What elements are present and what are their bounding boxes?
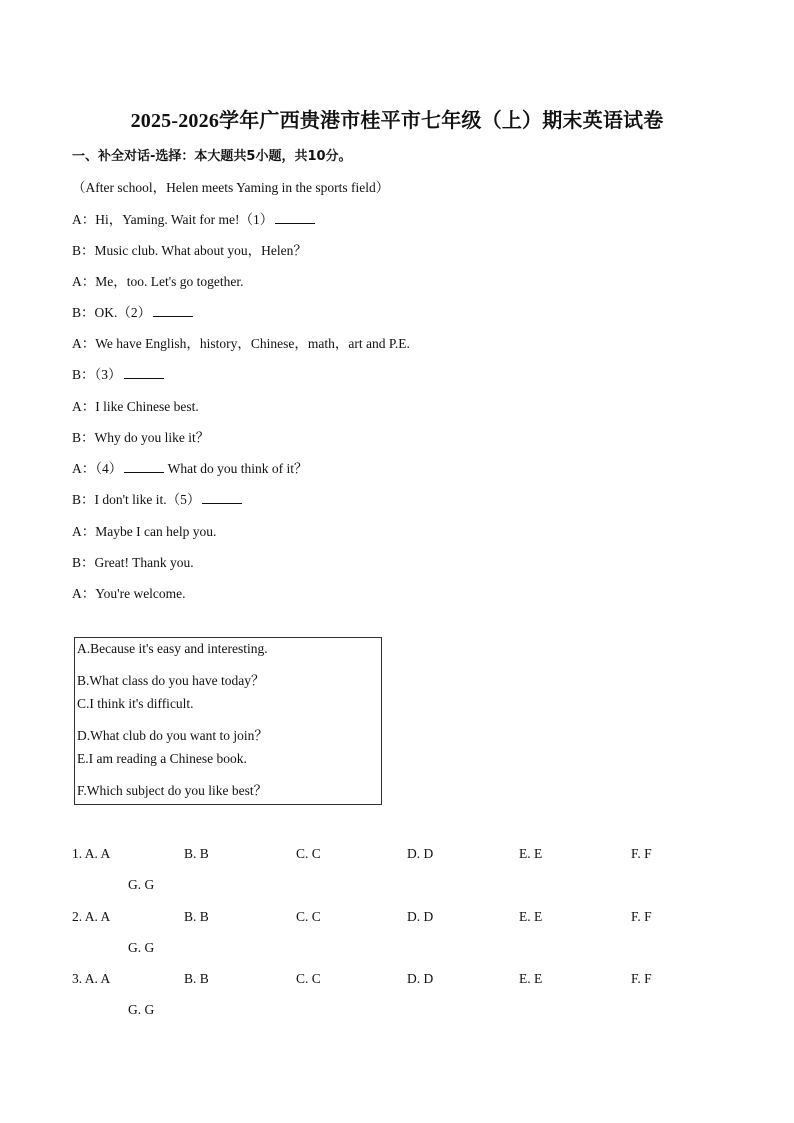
choice-option[interactable]: B. B	[184, 971, 209, 986]
option-e: E.I am reading a Chinese book.	[77, 751, 247, 766]
choice-option[interactable]: G. G	[128, 940, 155, 955]
choice-option[interactable]: D. D	[407, 909, 434, 924]
option-a: A.Because it's easy and interesting.	[77, 641, 268, 656]
dialog-line	[72, 551, 194, 571]
choice-option[interactable]: F. F	[631, 971, 652, 986]
answer-blank[interactable]	[124, 461, 164, 473]
choice-option[interactable]: F. F	[631, 909, 652, 924]
choice-option[interactable]: E. E	[519, 846, 543, 861]
dialog-text: B：（3）	[72, 367, 122, 382]
dialog-text: B：I don't like it.（5）	[72, 492, 201, 507]
dialog-text: A：You're welcome.	[72, 586, 186, 601]
answer-blank[interactable]	[153, 305, 193, 317]
dialog-line	[72, 520, 216, 540]
dialog-text-after: What do you think of it？	[164, 461, 308, 476]
dialog-text: A：Maybe I can help you.	[72, 524, 217, 539]
choice-option[interactable]: C. C	[296, 971, 321, 986]
section-heading: 一、补全对话-选择：本大题共5小题，共10分。	[72, 149, 352, 164]
choice-option[interactable]: G. G	[128, 877, 155, 892]
choice-option[interactable]: B. B	[184, 909, 209, 924]
dialog-line	[72, 363, 164, 383]
dialog-line	[72, 270, 244, 290]
choice-option[interactable]: E. E	[519, 971, 543, 986]
choice-option[interactable]: B. B	[184, 846, 209, 861]
choice-option[interactable]: G. G	[128, 1002, 155, 1017]
dialog-line	[72, 488, 242, 508]
dialog-text: B：OK.（2）	[72, 305, 152, 320]
choice-option[interactable]: D. D	[407, 846, 434, 861]
choice-option[interactable]: C. C	[296, 846, 321, 861]
dialog-text: A：I like Chinese best.	[72, 399, 199, 414]
option-b: B.What class do you have today？	[77, 673, 265, 688]
choice-option[interactable]: E. E	[519, 909, 543, 924]
dialog-line	[72, 239, 307, 259]
choice-option[interactable]: 1. A. A	[72, 846, 111, 861]
page-title: 2025-2026学年广西贵港市桂平市七年级（上）期末英语试卷	[130, 110, 664, 132]
option-c: C.I think it's difficult.	[77, 696, 194, 711]
answer-blank[interactable]	[275, 212, 315, 224]
choice-option[interactable]: F. F	[631, 846, 652, 861]
dialog-line	[72, 457, 307, 477]
dialog-context: （After school，Helen meets Yaming in the sports field）	[72, 180, 390, 195]
option-d: D.What club do you want to join？	[77, 728, 268, 743]
dialog-line	[72, 395, 199, 415]
dialog-line	[72, 332, 410, 352]
option-f: F.Which subject do you like best？	[77, 783, 268, 798]
dialog-text: B：Music club. What about you，Helen？	[72, 243, 307, 258]
dialog-line	[72, 426, 209, 446]
answer-blank[interactable]	[124, 367, 164, 379]
dialog-text: B：Great! Thank you.	[72, 555, 194, 570]
dialog-text: A：Me，too. Let's go together.	[72, 274, 244, 289]
choice-option[interactable]: D. D	[407, 971, 434, 986]
dialog-line	[72, 582, 186, 602]
dialog-line	[72, 208, 315, 228]
choice-option[interactable]: 3. A. A	[72, 971, 111, 986]
choice-option[interactable]: C. C	[296, 909, 321, 924]
dialog-text: A：（4）	[72, 461, 123, 476]
choice-option[interactable]: 2. A. A	[72, 909, 111, 924]
dialog-text: B：Why do you like it？	[72, 430, 210, 445]
dialog-text: A：We have English，history，Chinese，math，art and P.E.	[72, 336, 410, 351]
options-box	[74, 637, 382, 805]
answer-blank[interactable]	[202, 492, 242, 504]
dialog-line	[72, 301, 193, 321]
dialog-text: A：Hi，Yaming. Wait for me!（1）	[72, 212, 274, 227]
